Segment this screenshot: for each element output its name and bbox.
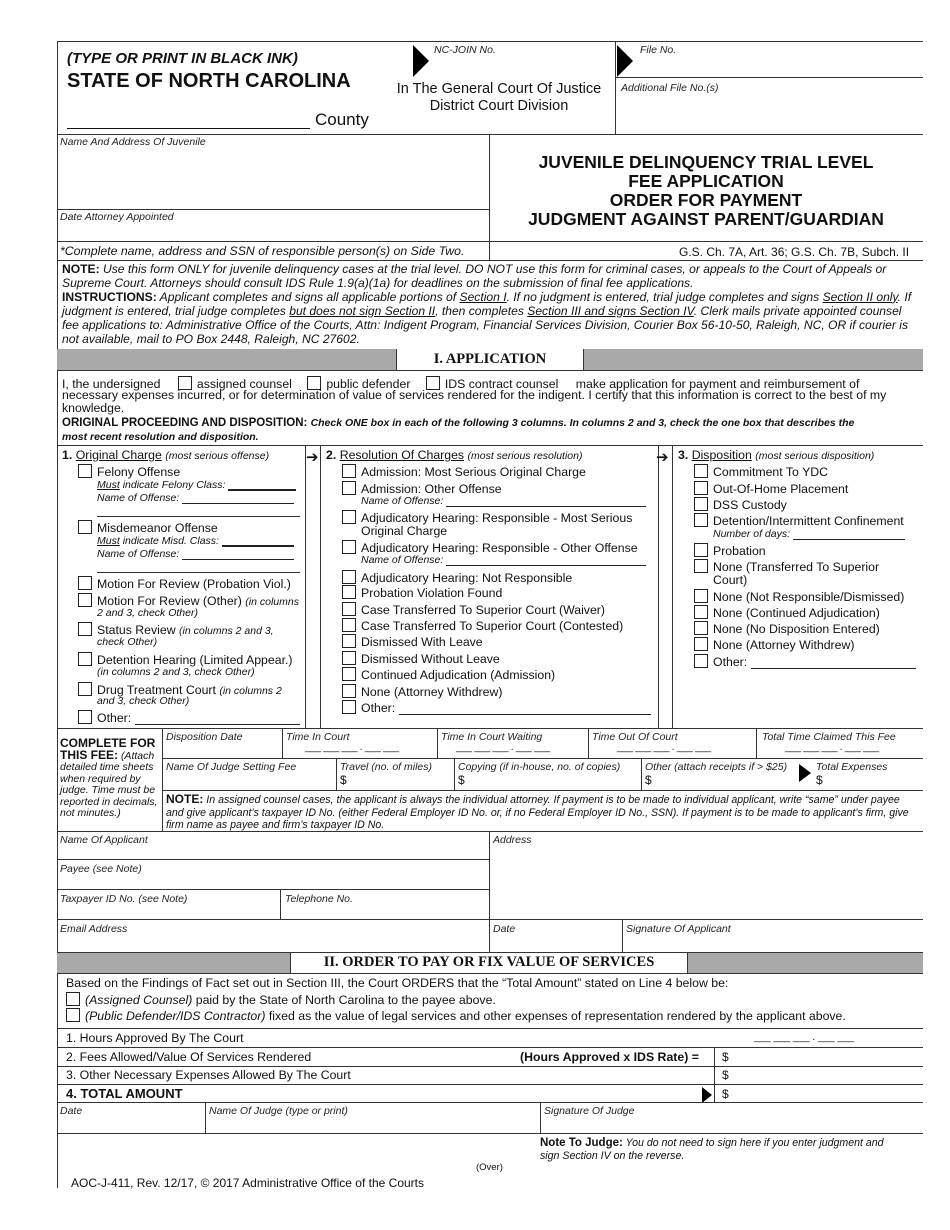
state-name: STATE OF NORTH CAROLINA <box>67 70 351 92</box>
statute-ref: G.S. Ch. 7A, Art. 36; G.S. Ch. 7B, Subch. II <box>679 245 910 259</box>
judge-date-label[interactable]: Date <box>60 1105 83 1117</box>
col3-item[interactable]: None (Transferred To Superior <box>694 559 879 574</box>
note-to-judge: Note To Judge: You do not need to sign here if you enter judgment and sign Section IV on the reverse. <box>540 1137 884 1162</box>
mfr-other-option[interactable]: Motion For Review (Other) (in columns <box>78 593 299 608</box>
col2-item[interactable]: Dismissed With Leave <box>342 634 483 649</box>
fees-allowed-label: 2. Fees Allowed/Value Of Services Rendered <box>66 1050 312 1064</box>
col2-item[interactable]: Probation Violation Found <box>342 585 502 600</box>
detention-option[interactable]: Detention Hearing (Limited Appear.) <box>78 652 293 667</box>
judge-signature-label[interactable]: Signature Of Judge <box>544 1105 635 1117</box>
total-time-label[interactable]: Total Time Claimed This Fee <box>762 731 896 743</box>
hours-approved-label: 1. Hours Approved By The Court <box>66 1031 244 1045</box>
misd-class-field[interactable]: Must indicate Misd. Class: <box>97 535 294 547</box>
fileno-label: File No. <box>640 44 677 56</box>
col3-item[interactable]: Detention/Intermittent Confinement <box>694 513 904 528</box>
complete-fee-instruction: COMPLETE FOR THIS FEE: (Attach detailed time sheets when required by judge. Time must be reported in decimals, not minutes.) <box>60 736 158 819</box>
col2-item[interactable]: Adjudicatory Hearing: Responsible - Other Offense <box>342 540 638 555</box>
col2-item[interactable]: Admission: Other Offense <box>342 481 502 496</box>
county-label: County <box>315 110 369 129</box>
col2-item[interactable]: Admission: Most Serious Original Charge <box>342 464 586 479</box>
total-expenses-arrow-icon <box>799 764 811 782</box>
total-amount-arrow-icon <box>702 1087 712 1103</box>
time-in-court-blank[interactable]: ___ ___ ___ . ___ ___ <box>305 742 399 753</box>
col3-item[interactable]: Probation <box>694 543 766 558</box>
assigned-counsel-order-option[interactable]: (Assigned Counsel) paid by the State of North Carolina to the payee above. <box>66 992 496 1007</box>
total-amount-dollar[interactable]: $ <box>722 1087 729 1101</box>
col2-item[interactable]: Continued Adjudication (Admission) <box>342 667 555 682</box>
ink-instruction: (TYPE OR PRINT IN BLACK INK) <box>67 50 298 67</box>
time-in-court-label[interactable]: Time In Court <box>286 731 350 743</box>
judge-name-label[interactable]: Name Of Judge (type or print) <box>209 1105 348 1117</box>
instructions-block: NOTE: Use this form ONLY for juvenile delinquency cases at the trial level. DO NOT use this form for criminal cases, or appeals to the Court of Appeals or Supreme Court. Attorneys should consult IDS Rule 1.9(a)(1a) for deadlines on the submission of final fee applications. INSTRUCTIONS: Applicant completes and signs all applicable portions of Section I. If no judgment is entered, trial judge completes and signs Section II only. If judgment is entered, trial judge completes but does not sign Section II, then completes Section III and signs Section IV. Clerk mails private appointed counsel fee applications to: Administrative Office of the Courts, Attn: Indigent Program, Financial Services Division, Courier Box 56-10-50, Raleigh, NC, OR if courier is not available, mail to PO Box 2448, Raleigh, NC 27602. <box>62 262 912 346</box>
travel-dollar: $ <box>340 773 347 787</box>
total-amount-label: 4. TOTAL AMOUNT <box>66 1086 183 1101</box>
ssn-note: *Complete name, address and SSN of responsible person(s) on Side Two. <box>60 244 465 258</box>
applicant-name-label[interactable]: Name Of Applicant <box>60 834 148 846</box>
misd-offense-field[interactable]: Name of Offense: <box>97 548 294 560</box>
col2-other-option[interactable]: Other: <box>342 700 651 715</box>
col2-item[interactable]: Dismissed Without Leave <box>342 651 500 666</box>
form-id-footer: AOC-J-411, Rev. 12/17, © 2017 Administrative Office of the Courts <box>71 1176 425 1190</box>
mfr-other-sub: 2 and 3, check Other) <box>97 607 198 619</box>
hours-approved-blank[interactable]: ___ ___ ___ . ___ ___ <box>754 1032 855 1043</box>
other-dollar: $ <box>645 773 652 787</box>
col3-arrow-icon: ➔ <box>656 449 669 466</box>
over-indicator: (Over) <box>476 1162 503 1173</box>
col2-item[interactable]: Adjudicatory Hearing: Not Responsible <box>342 570 572 585</box>
col1-other-option[interactable]: Other: <box>78 710 300 725</box>
copying-label[interactable]: Copying (if in-house, no. of copies) <box>458 761 621 773</box>
other-expenses-dollar[interactable]: $ <box>722 1068 729 1082</box>
hours-rate-formula: (Hours Approved x IDS Rate) = <box>520 1050 699 1064</box>
total-expenses-label[interactable]: Total Expenses <box>816 761 888 773</box>
drug-court-option[interactable]: Drug Treatment Court (in columns 2 <box>78 682 282 697</box>
time-out-label[interactable]: Time Out Of Court <box>592 731 678 743</box>
col2-offense-field[interactable]: Name of Offense: <box>361 495 646 507</box>
section-i-heading: I. APPLICATION <box>433 351 547 367</box>
col3-item[interactable]: Commitment To YDC <box>694 464 828 479</box>
col3-item[interactable]: None (No Disposition Entered) <box>694 621 880 636</box>
col1-header: 1. Original Charge (most serious offense) <box>62 448 270 462</box>
additional-file-label: Additional File No.(s) <box>621 82 719 94</box>
detention-sub: (in columns 2 and 3, check Other) <box>97 666 255 678</box>
travel-label[interactable]: Travel (no. of miles) <box>340 761 432 773</box>
mfr-probation-option[interactable]: Motion For Review (Probation Viol.) <box>78 576 291 591</box>
court-name: In The General Court Of Justice District Court Division <box>396 81 602 114</box>
ncjoin-label: NC-JOIN No. <box>434 44 496 56</box>
telephone-label[interactable]: Telephone No. <box>285 893 353 905</box>
time-waiting-label[interactable]: Time In Court Waiting <box>441 731 543 743</box>
col3-item[interactable]: None (Continued Adjudication) <box>694 605 880 620</box>
misdemeanor-option[interactable]: Misdemeanor Offense <box>78 520 218 535</box>
date-appointed-label[interactable]: Date Attorney Appointed <box>60 211 174 223</box>
status-review-option[interactable]: Status Review (in columns 2 and 3, <box>78 622 274 637</box>
fees-allowed-dollar[interactable]: $ <box>722 1050 729 1064</box>
col3-item[interactable]: None (Not Responsible/Dismissed) <box>694 589 904 604</box>
juvenile-name-label[interactable]: Name And Address Of Juvenile <box>60 136 206 148</box>
ncjoin-arrow-icon <box>413 45 429 77</box>
other-expense-label[interactable]: Other (attach receipts if > $25) <box>645 761 788 773</box>
original-proceeding-instruction: ORIGINAL PROCEEDING AND DISPOSITION: Check ONE box in each of the following 3 columns. In columns 2 and 3, check the one box that describes the <box>62 417 855 429</box>
col3-item-cont: Court) <box>713 573 748 587</box>
original-proceeding-instruction-2: most recent resolution and disposition. <box>62 431 259 443</box>
disposition-date-label[interactable]: Disposition Date <box>166 731 243 743</box>
days-field[interactable]: Number of days: <box>713 528 905 540</box>
fileno-arrow-icon <box>617 45 633 77</box>
certification-text: necessary expenses incurred, or for determination of value of services rendered for the indigent. I certify that this information is correct to the best of my knowledge. <box>62 388 887 415</box>
form-title: JUVENILE DELINQUENCY TRIAL LEVEL FEE APPLICATION ORDER FOR PAYMENT JUDGMENT AGAINST PARENT/GUARDIAN <box>528 152 884 229</box>
time-out-blank[interactable]: ___ ___ ___ . ___ ___ <box>617 742 711 753</box>
col3-header: 3. Disposition (most serious disposition) <box>678 448 875 462</box>
time-waiting-blank[interactable]: ___ ___ ___ . ___ ___ <box>456 742 550 753</box>
taxpayer-id-label[interactable]: Taxpayer ID No. (see Note) <box>60 893 188 905</box>
applicant-date-label[interactable]: Date <box>493 923 516 935</box>
drug-court-sub: and 3, check Other) <box>97 695 190 707</box>
payee-note: NOTE: In assigned counsel cases, the applicant is always the individual attorney. If payment is to be made to individual applicant, write “same” under payee and give applicant’s taxpayer ID No. (either Federal Employer ID No. or, if no Federal Employer ID No., SSN). If payment is to be made to applicant’s firm, give firm name as payee and firm’s taxpayer ID No. <box>166 792 909 831</box>
col2-item[interactable]: None (Attorney Withdrew) <box>342 684 502 699</box>
col3-item[interactable]: None (Attorney Withdrew) <box>694 637 854 652</box>
col2-arrow-icon: ➔ <box>306 449 319 466</box>
status-review-sub: check Other) <box>97 636 158 648</box>
applicant-address-label[interactable]: Address <box>493 834 532 846</box>
section-ii-heading: II. ORDER TO PAY OR FIX VALUE OF SERVICES <box>323 954 655 970</box>
col2-item[interactable]: Adjudicatory Hearing: Responsible - Most Serious <box>342 510 632 525</box>
applicant-type-row: I, the undersigned assigned counsel public defender IDS contract counsel make application for payment and reimbursement of <box>62 377 860 391</box>
judge-setting-fee-label[interactable]: Name Of Judge Setting Fee <box>166 761 297 773</box>
felony-class-field[interactable]: Must indicate Felony Class: <box>97 479 296 491</box>
felony-offense-field[interactable]: Name of Offense: <box>97 492 294 504</box>
applicant-signature-label[interactable]: Signature Of Applicant <box>626 923 731 935</box>
felony-option[interactable]: Felony Offense <box>78 464 180 479</box>
col3-item[interactable]: DSS Custody <box>694 497 787 512</box>
col2-item[interactable]: Case Transferred To Superior Court (Contested) <box>342 618 623 633</box>
col2-item[interactable]: Case Transferred To Superior Court (Waiver) <box>342 602 605 617</box>
payee-label[interactable]: Payee (see Note) <box>60 863 142 875</box>
order-intro: Based on the Findings of Fact set out in Section III, the Court ORDERS that the “Total Amount” stated on Line 4 below be: <box>66 976 729 990</box>
total-time-blank[interactable]: ___ ___ ___ . ___ ___ <box>785 742 879 753</box>
copying-dollar: $ <box>458 773 465 787</box>
col3-other-option[interactable]: Other: <box>694 654 916 669</box>
total-expenses-dollar: $ <box>816 773 823 787</box>
col3-item[interactable]: Out-Of-Home Placement <box>694 481 848 496</box>
col2-item-cont: Original Charge <box>361 524 448 538</box>
public-defender-order-option[interactable]: (Public Defender/IDS Contractor) fixed as the value of legal services and other expenses of representation rendered by the applicant above. <box>66 1008 846 1023</box>
col2-header: 2. Resolution Of Charges (most serious resolution) <box>326 448 583 462</box>
email-label[interactable]: Email Address <box>60 923 128 935</box>
col2-offense-field-2[interactable]: Name of Offense: <box>361 554 646 566</box>
other-expenses-label: 3. Other Necessary Expenses Allowed By The Court <box>66 1068 351 1082</box>
